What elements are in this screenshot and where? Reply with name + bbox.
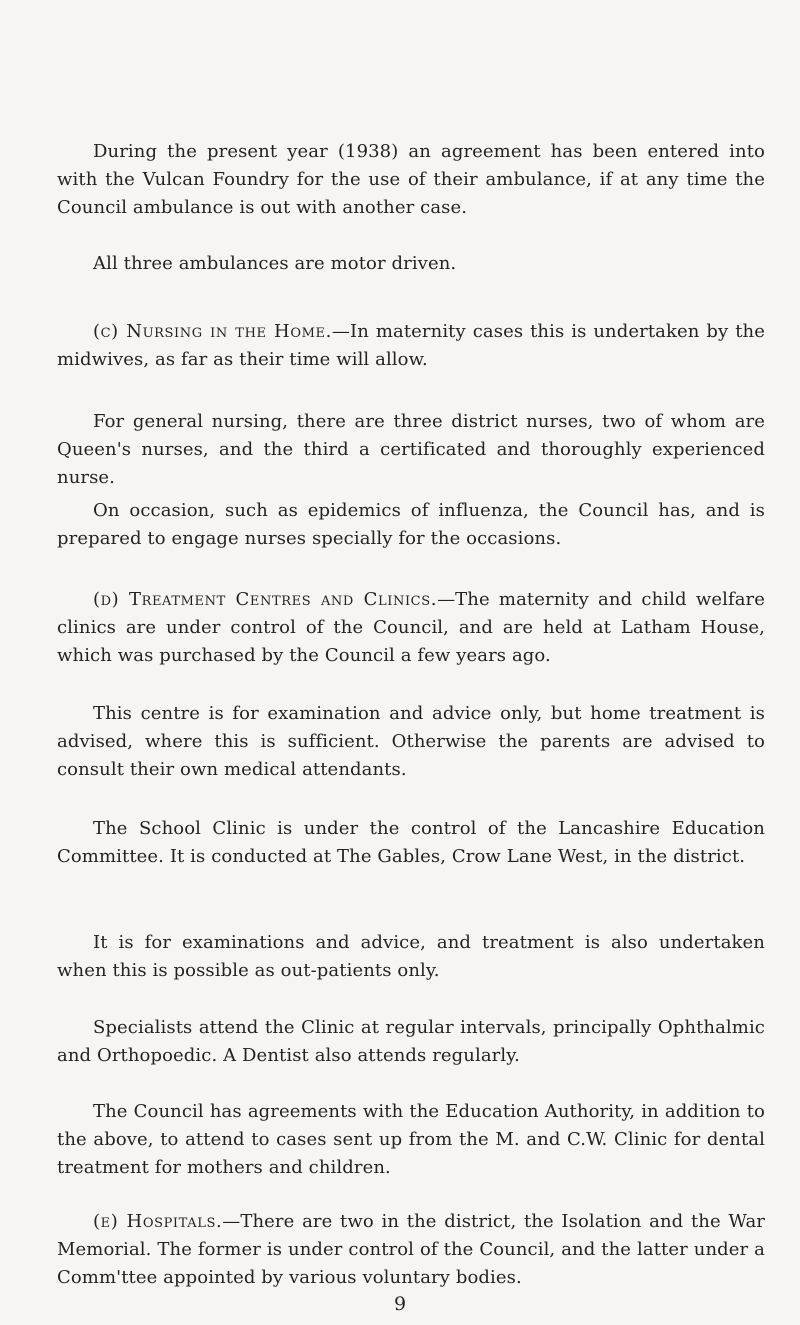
paragraph-text: For general nursing, there are three district nurses, two of whom are Queen's nurses, and the third a certificated and thoroughly experienced nurse. — [57, 411, 765, 488]
paragraph-motor-driven — [57, 250, 765, 278]
paragraph-text: All three ambulances are motor driven. — [93, 253, 457, 274]
paragraph-text: The Council has agreements with the Education Authority, in addition to the above, to attend to cases sent up from the M. and C.W. Clinic for dental treatment for mothers and children. — [57, 1101, 765, 1178]
paragraph-nursing-in-home — [57, 318, 765, 374]
paragraph-text: —In maternity cases this is undertaken by the midwives, as far as their time will allow. — [57, 321, 765, 370]
paragraph-text: —The maternity and child welfare clinics are under control of the Council, and are held at Latham House, which was purchased by the Council a few years ago. — [57, 589, 765, 666]
paragraph-general-nursing — [57, 408, 765, 492]
section-heading: (e) Hospitals. — [93, 1211, 223, 1232]
paragraph-text: During the present year (1938) an agreement has been entered into with the Vulcan Foundry for the use of their ambulance, if at any time the Council ambulance is out with another case. — [57, 141, 765, 218]
paragraph-centre-examination — [57, 700, 765, 784]
paragraph-ambulance-agreement — [57, 138, 765, 222]
paragraph-text: —There are two in the district, the Isolation and the War Memorial. The former is under control of the Council, and the latter under a Comm'ttee appointed by various voluntary bodies. — [57, 1211, 765, 1288]
paragraph-text: The School Clinic is under the control of the Lancashire Education Committee. It is conducted at The Gables, Crow Lane West, in the district. — [57, 818, 765, 867]
paragraph-examinations-advice — [57, 929, 765, 985]
paragraph-text: Specialists attend the Clinic at regular intervals, principally Ophthalmic and Orthopoedic. A Dentist also attends regularly. — [57, 1017, 765, 1066]
paragraph-education-authority — [57, 1098, 765, 1182]
paragraph-text: On occasion, such as epidemics of influenza, the Council has, and is prepared to engage nurses specially for the occasions. — [57, 500, 765, 549]
paragraph-text: It is for examinations and advice, and treatment is also undertaken when this is possible as out-patients only. — [57, 932, 765, 981]
page-number: 9 — [393, 1293, 407, 1315]
section-heading: (c) Nursing in the Home. — [93, 321, 332, 342]
paragraph-hospitals — [57, 1208, 765, 1292]
paragraph-school-clinic — [57, 815, 765, 871]
section-heading: (d) Treatment Centres and Clinics. — [93, 589, 438, 610]
paragraph-epidemics — [57, 497, 765, 553]
paragraph-specialists — [57, 1014, 765, 1070]
paragraph-treatment-centres — [57, 586, 765, 670]
paragraph-text: This centre is for examination and advice only, but home treatment is advised, where this is sufficient. Otherwise the parents are advised to consult their own medical attendants. — [57, 703, 765, 780]
